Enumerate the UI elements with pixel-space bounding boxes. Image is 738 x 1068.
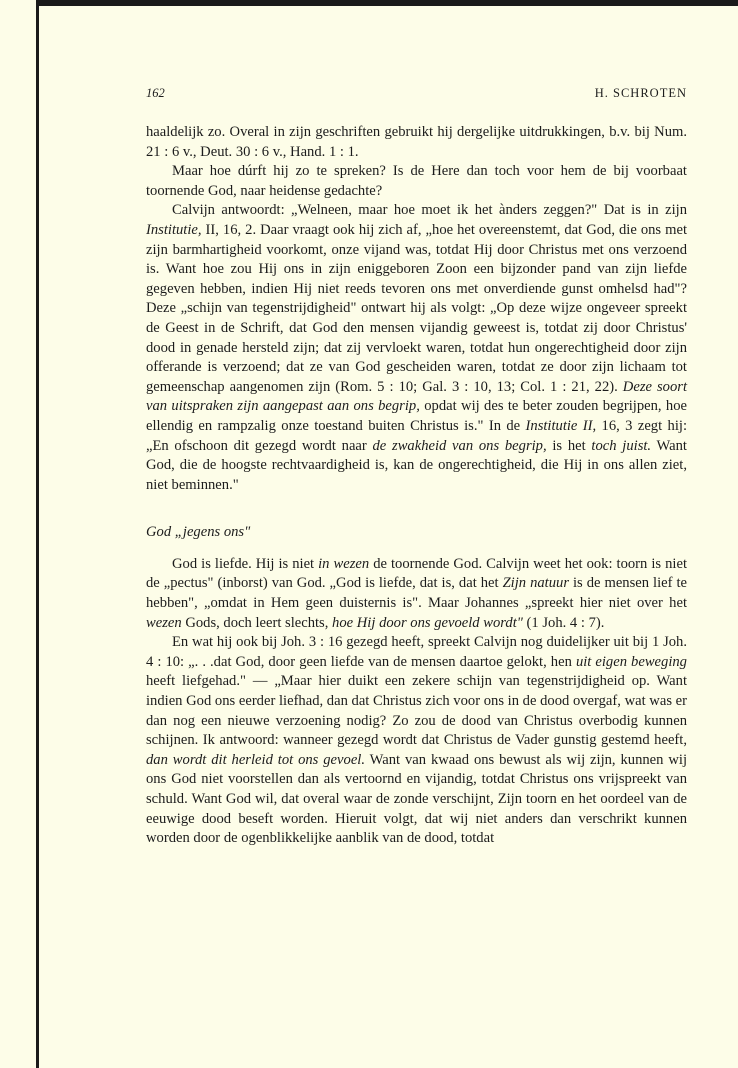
running-head [146,86,687,101]
text-run: heeft liefgehad." — „Maar hier duikt een zekere schijn van tegenstrijdigheid op. Want indien God ons eerder liefhad, dan dat Christus zich voor ons in de dood overgaf, wat was er dan nog een nieuwe verzoening nodig? Zo zou de dood van Christus overbodig kunnen schijnen. Ik antwoord: wanneer gezegd wordt dat Christus de Vader gunstig gestemd heeft, [146,673,687,749]
text-run: II, 16, 2. Daar vraagt ook hij zich af, „hoe het overeenstemt, dat God, die ons met zijn barmhartigheid voorkomt, onze vijand was, totdat Hij door Christus met ons verzoend is. Want hoe zou Hij ons in zijn eniggeboren Zoon een bijzonder pand van zijn liefde gegeven hebben, indien Hij niet reeds tevoren ons met onverdiende gunst omhelsd had"? Deze „schijn van tegenstrijdigheid" ontwart hij als volgt: „Op deze wijze ongeveer spreekt de Geest in de Schrift, dat God den mensen vijandig geweest is, totdat zij door Christus' dood in genade hersteld zijn; dat zij vervloekt waren, totdat hun ongerechtigheid door zijn offerande is verzoend; dat ze van God gescheiden waren, totdat ze door zijn lichaam tot gemeenschap aangenomen zijn (Rom. 5 : 10; Gal. 3 : 10, 13; Col. 1 : 21, 22). [146,221,687,395]
italic-run: de zwakheid van ons begrip, [372,437,547,454]
paragraph [146,555,687,633]
text-run: En wat hij ook bij Joh. 3 : 16 gezegd heeft, spreekt Calvijn nog duidelijker uit bij 1 Joh. 4 : 10: „. . .dat God, door geen liefde van de mensen daartoe gelokt, hen [146,634,687,670]
italic-run: wezen [146,614,182,631]
italic-run: dan wordt dit herleid tot ons gevoel. [146,751,365,768]
paragraph [146,633,687,849]
body-text [146,123,687,849]
text-run: is de mensen lief te hebben", „omdat in Hem geen duisternis is". Maar Johannes „spreekt hier niet over het [146,575,688,612]
italic-run: hoe Hij door ons gevoeld wordt" [332,614,523,631]
paragraph [146,201,687,495]
text-run: opdat wij des te beter zouden begrijpen, hoe ellendig en rampzalig onze toestand buiten Christus is." In de [146,398,687,434]
paragraph-continuation: haaldelijk zo. Overal in zijn geschriften gebruikt hij dergelijke uitdrukkingen, b.v. bij Num. 21 : 6 v., Deut. 30 : 6 v., Hand. 1 : 1. [146,124,687,160]
italic-run: toch juist. [591,437,652,454]
text-run: Want God, die de hoogste rechtvaardigheid is, kan de ongerechtigheid, die Hij in ons allen ziet, niet beminnen." [146,437,687,493]
italic-run: in wezen [318,555,370,572]
italic-run: Institutie II, [525,417,597,434]
left-border-rule [36,0,39,1068]
top-border-rule [38,0,738,6]
text-run: Want van kwaad ons bewust als wij zijn, kunnen wij ons God niet voorstellen dan als vertoornd en vijandig, totdat Christus ons vrijspreekt van schuld. Want God wil, dat overal waar de zonde verschijnt, Zijn toorn en het oordeel van de eeuwige dood beseft worden. Hieruit volgt, dat wij niet anders dan verschrikt kunnen worden door de ogenblikkelijke aanblik van de dood, totdat [146,751,688,847]
page-number: 162 [146,86,165,100]
italic-run: Deze soort van uitspraken zijn aangepast aan ons begrip, [146,378,687,415]
text-run: God is liefde. Hij is niet [172,555,319,572]
running-head-author: H. SCHROTEN [594,86,687,100]
text-run: 16, 3 zegt hij: „En ofschoon dit gezegd wordt naar [146,417,688,454]
italic-run: Zijn natuur [502,575,569,592]
italic-run: Institutie, [146,221,202,238]
text-run: Calvijn antwoordt: „Welneen, maar hoe moet ik het ànders zeggen?" Dat is in zijn [172,202,687,219]
paragraph: Maar hoe dúrft hij zo te spreken? Is de Here dan toch voor hem de bij voorbaat toornende God, naar heidense gedachte? [146,163,687,199]
text-run: (1 Joh. 4 : 7). [522,614,605,631]
italic-run: uit eigen beweging [575,653,687,670]
book-page [146,86,687,849]
text-run: is het [546,437,592,454]
section-heading: God „jegens ons" [146,524,251,541]
text-run: de toornende God. Calvijn weet het ook: toorn is niet de „pectus" (inborst) van God. „God is liefde, dat is, dat het [146,555,687,592]
text-run: Gods, doch leert slechts, [181,614,333,631]
